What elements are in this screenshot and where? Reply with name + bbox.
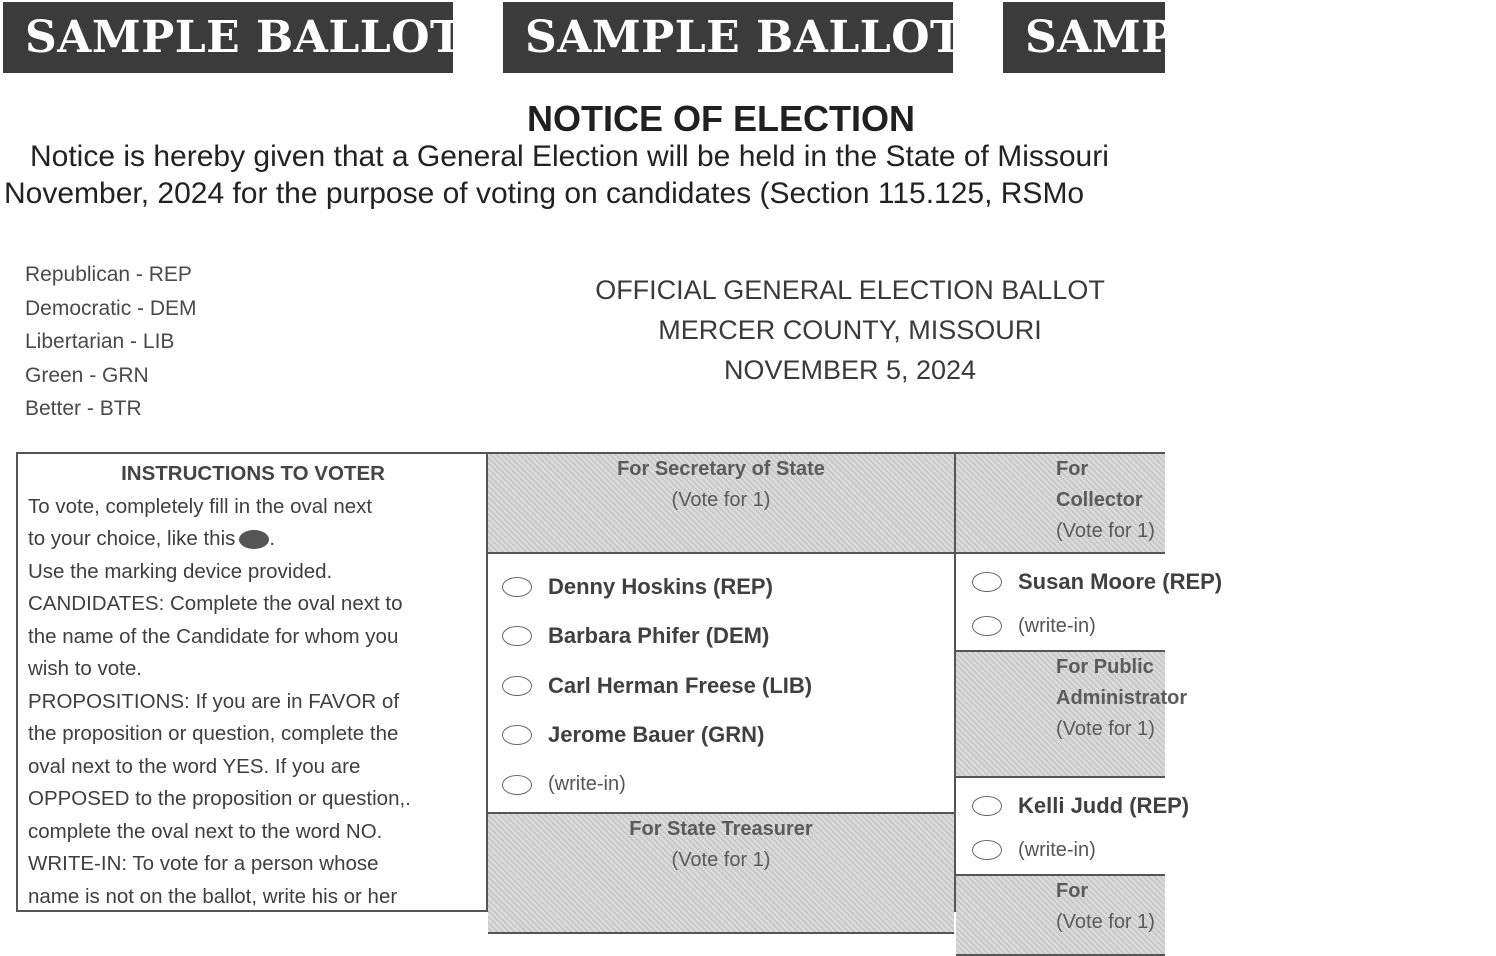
instruction-line: oval next to the word YES. If you are (28, 754, 361, 778)
race-header-public-administrator (956, 652, 1188, 778)
instruction-line: WRITE-IN: To vote for a person whose (28, 852, 379, 875)
race-header-secretary-of-state (488, 454, 954, 554)
oval-icon[interactable] (972, 616, 1002, 636)
party-republican: Republican - REP (25, 263, 192, 286)
candidate-name: Barbara Phifer (DEM) (548, 623, 770, 649)
oval-icon[interactable] (502, 725, 532, 745)
ballot-column-2 (954, 452, 1223, 933)
candidate-option[interactable] (488, 562, 954, 612)
candidate-name: Denny Hoskins (REP) (548, 573, 773, 599)
oval-icon[interactable] (502, 676, 532, 696)
candidate-name: Kelli Judd (REP) (1018, 793, 1190, 818)
write-in-option[interactable] (488, 760, 954, 810)
oval-icon[interactable] (972, 796, 1002, 816)
candidate-option[interactable] (956, 560, 1223, 604)
instructions-to-voter (16, 452, 486, 912)
race-title: For Secretary of State (617, 458, 825, 480)
race-header-third (956, 876, 1165, 956)
sample-ballots-banner-3: SAMPLE BALLOTS (1003, 2, 1165, 73)
instruction-line: complete the oval next to the word NO. (28, 819, 383, 843)
race-vote-for: (Vote for 1) (671, 848, 771, 871)
filled-oval-icon (239, 530, 269, 549)
oval-icon[interactable] (502, 577, 532, 597)
instruction-line: Use the marking device provided. (28, 559, 333, 583)
candidate-name: Carl Herman Freese (LIB) (548, 672, 813, 698)
write-in-label: (write-in) (1018, 838, 1096, 861)
party-democratic: Democratic - DEM (25, 296, 197, 320)
race-vote-for: (Vote for 1) (1056, 718, 1155, 740)
instruction-line: wish to vote. (28, 657, 142, 680)
oval-icon[interactable] (502, 626, 532, 646)
sample-ballots-banner-2: SAMPLE BALLOTS (503, 2, 953, 73)
notice-text-line-2: November, 2024 for the purpose of voting on candidates (Section 115.125, RSMo (4, 177, 1085, 210)
instruction-line: PROPOSITIONS: If you are in FAVOR of (28, 689, 400, 713)
instruction-line: to your choice, like this (28, 527, 236, 550)
instruction-line-example: to your choice, like this . (28, 527, 276, 550)
instruction-line: To vote, completely fill in the oval next (28, 494, 373, 518)
ballot-heading (540, 270, 1160, 390)
instruction-line: name is not on the ballot, write his or her (28, 884, 398, 908)
race-title: For (1056, 880, 1089, 902)
write-in-option[interactable] (956, 828, 1165, 872)
notice-text-line-1: Notice is hereby given that a General Election will be held in the State of Missouri (30, 140, 1109, 173)
party-libertarian: Libertarian - LIB (25, 330, 175, 353)
oval-icon[interactable] (972, 840, 1002, 860)
write-in-option[interactable] (956, 604, 1165, 648)
instructions-title: INSTRUCTIONS TO VOTER (121, 462, 385, 485)
candidate-option[interactable] (488, 612, 954, 662)
race-title: For Public Administrator (1056, 656, 1188, 709)
write-in-label: (write-in) (548, 773, 626, 796)
sample-ballots-banner-1: SAMPLE BALLOTS (3, 2, 453, 73)
write-in-label: (write-in) (1018, 614, 1096, 637)
ballot-heading-date: NOVEMBER 5, 2024 (723, 355, 977, 385)
instruction-line: OPPOSED to the proposition or question,. (28, 787, 411, 810)
oval-icon[interactable] (972, 572, 1002, 592)
candidate-name: Jerome Bauer (GRN) (548, 722, 765, 748)
notice-title: NOTICE OF ELECTION (527, 98, 916, 139)
race-vote-for: (Vote for 1) (1056, 911, 1155, 933)
candidate-name: Susan Moore (REP) (1018, 569, 1223, 594)
ballot-heading-title: OFFICIAL GENERAL ELECTION BALLOT (595, 275, 1105, 305)
ballot-column-1 (486, 452, 954, 912)
candidate-list-collector (956, 554, 1223, 652)
oval-icon[interactable] (502, 775, 532, 795)
candidate-option[interactable] (488, 711, 954, 761)
race-vote-for: (Vote for 1) (671, 489, 771, 511)
race-header-state-treasurer (488, 814, 954, 934)
candidate-list-public-administrator (956, 778, 1190, 876)
instruction-line: CANDIDATES: Complete the oval next to (28, 592, 403, 615)
party-abbreviation-list (25, 258, 197, 426)
instruction-line: the name of the Candidate for whom you (28, 624, 399, 648)
race-title: For Collector (1056, 458, 1143, 511)
party-better: Better - BTR (25, 397, 142, 420)
race-vote-for: (Vote for 1) (1056, 520, 1155, 542)
candidate-list-secretary-of-state (488, 554, 954, 814)
candidate-option[interactable] (956, 784, 1190, 828)
ballot-heading-county: MERCER COUNTY, MISSOURI (658, 315, 1042, 345)
instruction-line: the proposition or question, complete the (28, 722, 399, 745)
race-header-collector (956, 454, 1165, 554)
candidate-option[interactable] (488, 661, 954, 711)
party-green: Green - GRN (25, 363, 149, 387)
race-title: For State Treasurer (629, 817, 813, 840)
